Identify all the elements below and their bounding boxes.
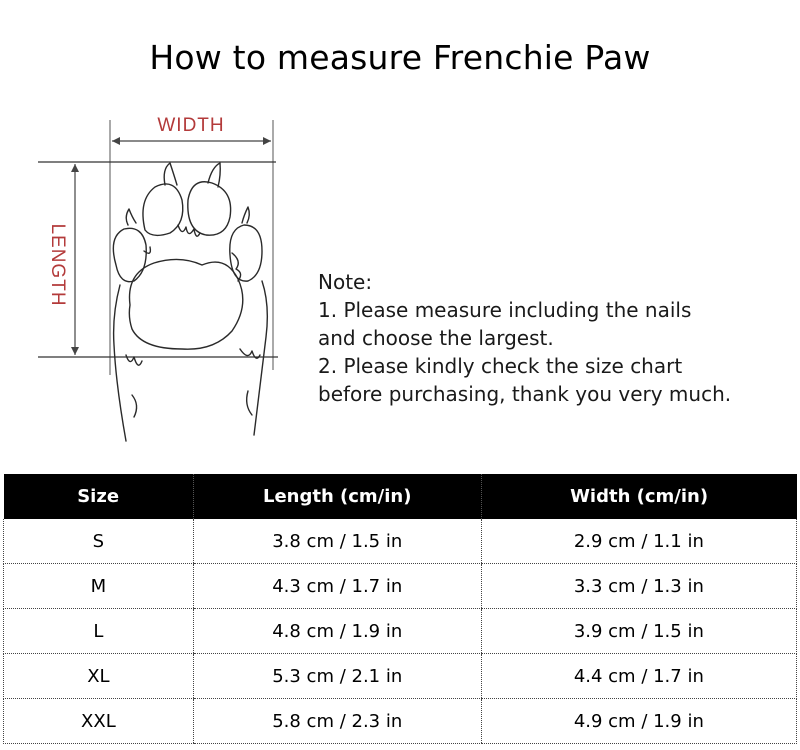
width-cell: 3.9 cm / 1.5 in (481, 609, 796, 654)
length-label: LENGTH (47, 223, 68, 307)
note-line: 2. Please kindly check the size chart (318, 354, 683, 378)
length-arrow-top (71, 164, 79, 172)
length-cell: 4.8 cm / 1.9 in (193, 609, 481, 654)
header-length: Length (cm/in) (193, 474, 481, 519)
width-cell: 3.3 cm / 1.3 in (481, 564, 796, 609)
header-size: Size (4, 474, 194, 519)
size-chart-table (3, 474, 797, 744)
header-width: Width (cm/in) (481, 474, 796, 519)
size-cell: S (4, 519, 194, 564)
length-cell: 4.3 cm / 1.7 in (193, 564, 481, 609)
table-row (4, 654, 797, 699)
paw-measurement-diagram (30, 105, 290, 450)
length-cell: 5.3 cm / 2.1 in (193, 654, 481, 699)
note-line: before purchasing, thank you very much. (318, 382, 732, 406)
width-arrow-right (263, 137, 271, 145)
table-row (4, 564, 797, 609)
measurement-note (318, 268, 788, 408)
paw-icon (113, 163, 267, 441)
length-arrow-bottom (71, 347, 79, 355)
size-cell: XL (4, 654, 194, 699)
length-cell: 5.8 cm / 2.3 in (193, 699, 481, 744)
table-header-row (4, 474, 797, 519)
table-row (4, 519, 797, 564)
table-row (4, 699, 797, 744)
width-cell: 4.9 cm / 1.9 in (481, 699, 796, 744)
note-heading: Note: (318, 270, 373, 294)
note-line: 1. Please measure including the nails (318, 298, 692, 322)
width-cell: 2.9 cm / 1.1 in (481, 519, 796, 564)
size-cell: XXL (4, 699, 194, 744)
width-label: WIDTH (157, 115, 225, 136)
size-cell: L (4, 609, 194, 654)
table-row (4, 609, 797, 654)
length-cell: 3.8 cm / 1.5 in (193, 519, 481, 564)
note-line: and choose the largest. (318, 326, 554, 350)
size-cell: M (4, 564, 194, 609)
page-title: How to measure Frenchie Paw (149, 38, 651, 77)
width-arrow-left (112, 137, 120, 145)
width-cell: 4.4 cm / 1.7 in (481, 654, 796, 699)
